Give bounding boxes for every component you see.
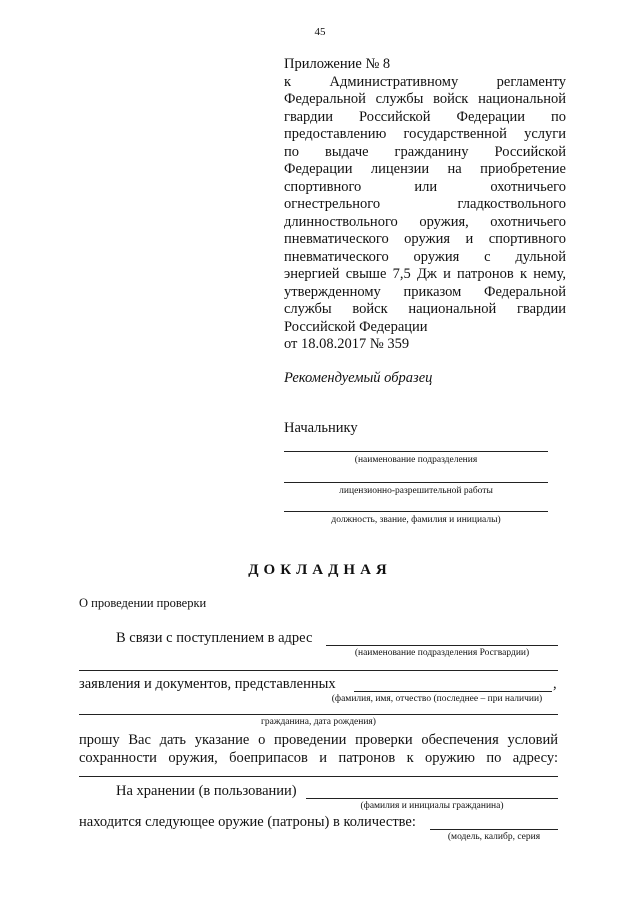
appendix-line: длинноствольного оружия, охотничьего [284, 213, 566, 230]
sample-label: Рекомендуемый образец [284, 370, 433, 386]
addressee-line-1 [284, 451, 548, 452]
caption-rosgvardia: (наименование подразделения Росгвардии) [354, 648, 530, 658]
appendix-line: утвержденному приказом Федеральной [284, 283, 566, 300]
appendix-line: Российской Федерации [284, 318, 428, 335]
appendix-line: к Административному регламенту [284, 73, 566, 90]
addressee-title: Начальнику [284, 420, 358, 436]
addressee-caption-2: лицензионно-разрешительной работы [339, 486, 493, 496]
page-number: 45 [314, 26, 326, 38]
document-title: ДОКЛАДНАЯ [248, 562, 392, 578]
addressee-caption-1: (наименование подразделения [354, 455, 478, 465]
caption-fio: (фамилия, имя, отчество (последнее – при наличии) [331, 694, 543, 704]
address-line [79, 776, 558, 777]
weapons-line [430, 829, 558, 830]
appendix-line: огнестрельного гладкоствольного [284, 196, 566, 212]
appendix-line: предоставлению государственной услуги [284, 126, 566, 142]
rosgvardia-unit-line [326, 645, 558, 646]
caption-initials: (фамилия и инициалы гражданина) [360, 801, 504, 811]
body-line-2: заявления и документов, представленных [79, 676, 336, 692]
appendix-line: спортивного или охотничьего [284, 178, 566, 195]
appendix-line: Приложение № 8 [284, 56, 391, 72]
weapons-label: находится следующее оружие (патроны) в количестве: [79, 814, 416, 830]
request-paragraph-line-1: прошу Вас дать указание о проведении проверки обеспечения условий [79, 732, 558, 748]
addressee-caption-3: должность, звание, фамилия и инициалы) [331, 515, 501, 525]
appendix-line: службы войск национальной гвардии [284, 301, 566, 317]
applicant-comma: , [553, 676, 557, 692]
appendix-line: Федеральной службы войск национальной [284, 91, 566, 107]
addressee-line-3 [284, 511, 548, 512]
request-paragraph-line-2: сохранности оружия, боеприпасов и патронов к оружию по адресу: [79, 750, 558, 766]
caption-citizen: гражданина, дата рождения) [261, 717, 376, 727]
applicant-line [354, 691, 552, 692]
appendix-line: Федерации лицензии на приобретение [284, 161, 566, 177]
full-width-line-1 [79, 670, 558, 671]
addressee-line-2 [284, 482, 548, 483]
full-width-line-2 [79, 714, 558, 715]
appendix-line: энергией свыше 7,5 Дж и патронов к нему, [284, 266, 566, 282]
appendix-line: гвардии Российской Федерации по [284, 108, 566, 125]
appendix-header [284, 56, 566, 354]
storage-label: На хранении (в пользовании) [116, 783, 297, 799]
appendix-line: пневматического оружия и спортивного [284, 231, 566, 247]
caption-model: (модель, калибр, серия [447, 832, 541, 842]
appendix-line: от 18.08.2017 № 359 [284, 336, 410, 352]
subject-line: О проведении проверки [79, 596, 207, 610]
body-line-1: В связи с поступлением в адрес [116, 630, 313, 646]
appendix-line: по выдаче гражданину Российской [284, 143, 566, 160]
storage-holder-line [306, 798, 558, 799]
appendix-line: пневматического оружия с дульной [284, 248, 566, 265]
